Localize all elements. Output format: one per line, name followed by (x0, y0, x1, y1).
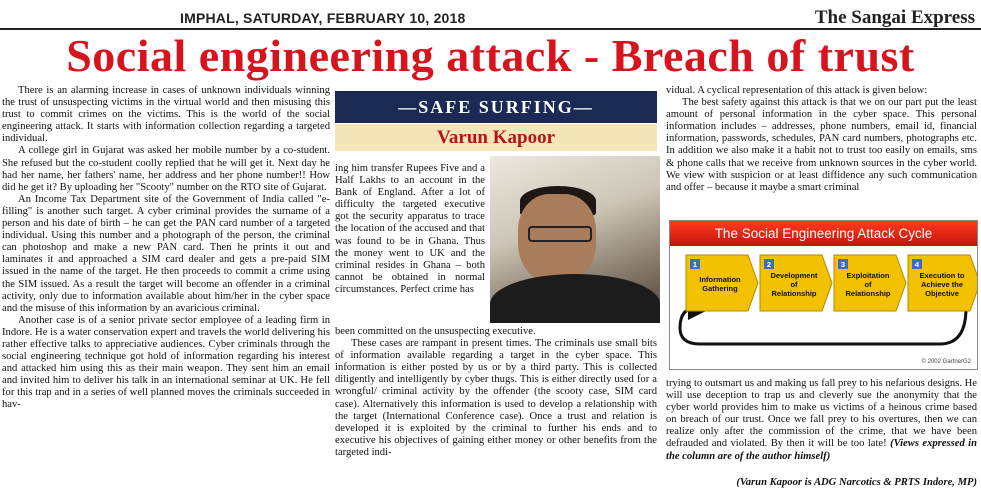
step-number: 4 (914, 260, 920, 269)
editorial-note: (Views expressed in the column are of the author himself) (666, 438, 978, 462)
step-label: Relationship (845, 289, 891, 298)
paragraph: vidual. A cyclical representation of this attack is given below: (666, 85, 928, 96)
headline: Social engineering attack - Breach of trust (66, 30, 915, 81)
cycle-step-1 (686, 255, 758, 311)
author-photo (490, 156, 660, 323)
cycle-step-4 (908, 255, 977, 311)
step-label: Information (699, 275, 741, 284)
diagram-title: The Social Engineering Attack Cycle (670, 221, 977, 246)
paragraph-text: trying to outsmart us and making us fall prey to his nefarious designs. He will use deception to trap us and cleverly sue the anonymity that the cyber world provides him to make us victims of a heinous crime based on breach of our trust. Once we fall prey to his overtures, then we can realize only after the commission of the crime, that we have been defrauded and violated. By then it will be too late! (666, 378, 977, 450)
column-2-bottom (335, 326, 657, 459)
step-label: of (864, 280, 872, 289)
step-label: of (790, 280, 798, 289)
paragraph: There is an alarming increase in cases of unknown individuals winning the trust of unsuspecting victims in the virtual world and then misusing this trust to commit crimes on the victims. This is the world of the social engineering attack. It starts with information collection regarding a targeted individual. (2, 85, 330, 145)
step-label: Exploitation (846, 271, 890, 280)
step-number: 2 (766, 260, 772, 269)
paragraph: ing him transfer Rupees Five and a Half Lakhs to an account in the Bank of England. After a lot of difficulty the targeted executive got the security apparatus to trace the location of the accused and that was found to be in Ghana. Thus the money went to UK and the criminal resides in Ghana – both cannot be obtained in normal circumstances. Perfect crime has (335, 163, 485, 295)
banner-title: —SAFE SURFING— (335, 91, 657, 123)
banner-author: Varun Kapoor (335, 124, 657, 151)
paragraph: been committed on the unsuspecting executive. (335, 326, 536, 337)
cycle-graphic (670, 246, 977, 369)
step-label: Gathering (702, 284, 738, 293)
step-label: Execution to (919, 271, 965, 280)
dateline: IMPHAL, SATURDAY, FEBRUARY 10, 2018 (180, 10, 466, 26)
paragraph: A college girl in Gujarat was asked her mobile number by a co-student. She refused but the co-student coolly replied that he will get it. Next day he had her name, her fathers' name, her address and her phone number!! How did he get it? By uploading her "Scooty" number on the RTO site of Gujarat. (2, 145, 330, 193)
paragraph: The best safety against this attack is that we on our part put the least amount of personal information in the cyber space. This personal information includes – addresses, phone numbers, email id, financial information, passwords, schedules, PAN card numbers, photographs etc. In addition we also make it a habit not to trust too easily on emails, sms & phone calls that we receive from unknown sources in the cyber world. We view with suspicion or at least diffidence any such communication and offer – because it maybe a smart criminal (666, 97, 977, 193)
column-3-top (666, 85, 977, 194)
column-3-bottom (666, 378, 977, 463)
newspaper-brand: The Sangai Express (814, 7, 975, 28)
step-label: Development (770, 271, 818, 280)
author-byline: (Varun Kapoor is ADG Narcotics & PRTS Indore, MP) (736, 477, 977, 488)
step-label: Relationship (771, 289, 817, 298)
paragraph: An Income Tax Department site of the Government of India called "e-filling" is another such target. A cyber criminal provides the surname of a person and his date of birth – he can get the PAN card number of a targeted individual. Using this number and a photograph of the person, the criminal can photoshop and make a new PAN card. Then he prints it out and laminates it and approached a SIM card dealer and gets a pre-paid SIM issued in the name of the target. He then proceeds to commit a crime using the SIM issued. As a result the target will become an offender in a criminal activity, only due to information available about him/her in the cyber space and the misuse of this information by an avaricious criminal. (2, 193, 330, 314)
paragraph: Another case is of a senior private sector employee of a leading firm in Indore. He is a water conservation expert and travels the world delivering his rather effective talks to appreciative audiences. Cyber criminals through the social engineering technique got hold of information regarding his interest and attacked him using this as their main weapon. They sent him an email and invited him to deliver his talk in an international seminar at UK. He fell for this trap and in a series of well planned moves the criminals succeeded in hav- (2, 314, 330, 411)
cycle-step-3 (834, 255, 906, 311)
column-banner (335, 91, 657, 151)
diagram-copyright: © 2002 GartnerG2 (921, 359, 971, 365)
paragraph (666, 378, 977, 463)
cycle-step-2 (760, 255, 832, 311)
column-2-top (335, 163, 485, 296)
masthead (0, 0, 981, 32)
paragraph: These cases are rampant in present times. The criminals use small bits of information available regarding a target in the cyber space. This information is either posted by us or by a third party. This is collected diligently and intelligently by cyber thugs. This is either directly used for a wrongful/ criminal activity by the offender (the scooty case, SIM card case). Alternatively this information is used to develop a relationship with the target (International Conference case). Once a trust and relation is developed it is exploited by the criminal to further his ends and to executive his objectives of gaining either money or other benefits from the targeted indi- (335, 338, 657, 458)
step-number: 1 (692, 260, 698, 269)
step-label: Achieve the (920, 280, 964, 289)
column-1 (2, 85, 330, 412)
step-number: 3 (840, 260, 846, 269)
attack-cycle-diagram (669, 220, 978, 370)
step-label: Objective (925, 289, 959, 298)
cycle-arrow (680, 308, 966, 344)
